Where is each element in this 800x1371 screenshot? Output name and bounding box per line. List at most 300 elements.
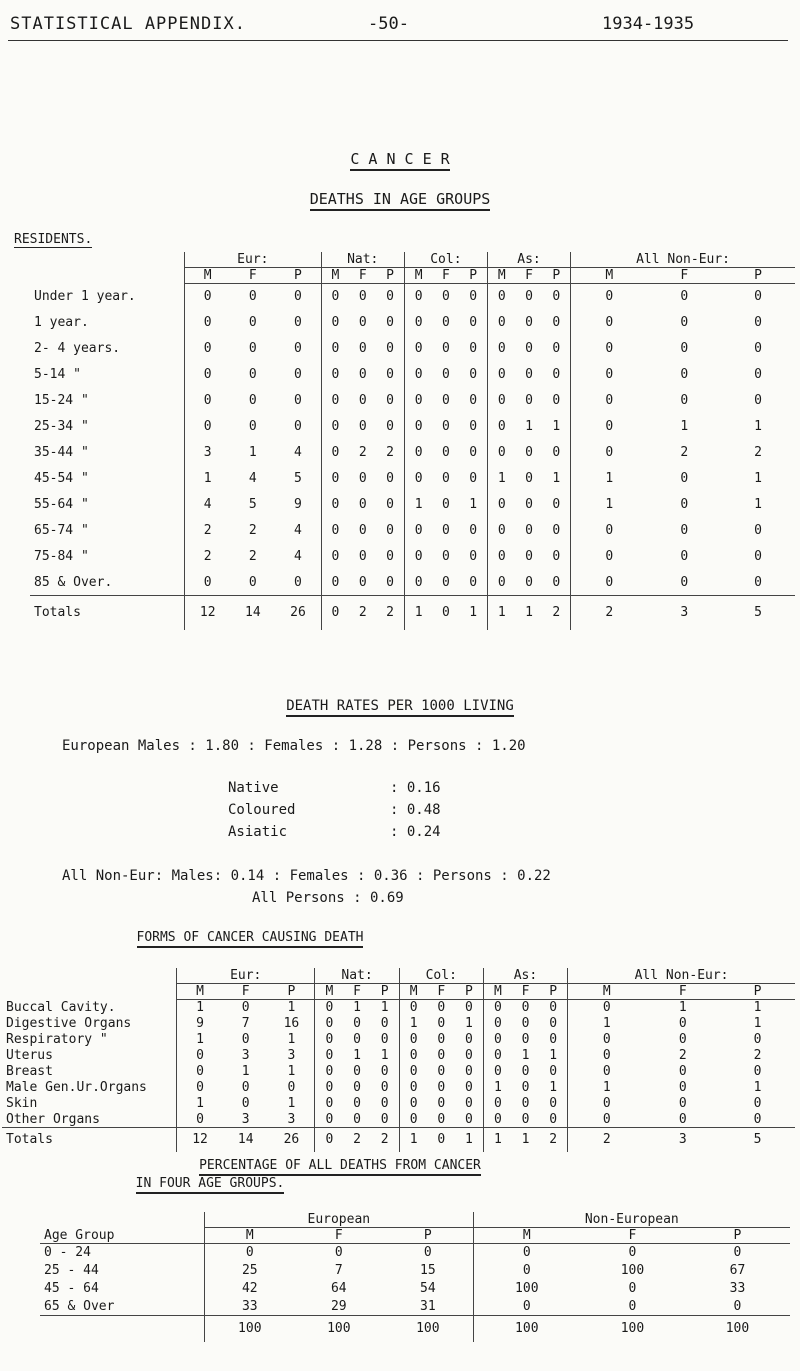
table-cell: 0	[399, 1000, 427, 1016]
total-cell: 14	[230, 596, 275, 630]
table-cell: 1	[287, 1032, 296, 1047]
death-rates-heading: DEATH RATES PER 1000 LIVING	[0, 698, 800, 714]
table-cell: 0	[386, 549, 394, 564]
percentage-heading: PERCENTAGE OF ALL DEATHS FROM CANCER	[0, 1158, 740, 1173]
sex-header: P	[721, 268, 795, 284]
table-cell: 0	[358, 341, 367, 356]
table-cell: 1	[552, 419, 561, 434]
table-cell: 0	[552, 497, 561, 512]
table-cell: 0	[473, 1262, 580, 1280]
table-cell: 0	[753, 1064, 762, 1079]
table-cell: 1	[525, 419, 533, 434]
table-cell: 0	[399, 1048, 427, 1064]
table-cell: 0	[386, 367, 394, 382]
table-cell: 25	[205, 1262, 295, 1280]
table-cell: 0	[358, 393, 367, 408]
table-cell: 0	[353, 1096, 361, 1111]
row-label: Other Organs	[6, 1111, 100, 1127]
table-row	[2, 1016, 795, 1032]
table-row	[2, 1000, 795, 1016]
table-cell: 0	[321, 336, 349, 362]
table-cell: 0	[386, 574, 394, 590]
table-cell: 0	[568, 1112, 646, 1128]
table-cell: 0	[521, 1111, 530, 1127]
table-cell: 0	[441, 367, 450, 382]
table-cell: 0	[568, 1064, 646, 1080]
table-cell: 0	[248, 574, 257, 590]
table-cell: 0	[568, 1032, 646, 1048]
table-cell: 0	[248, 393, 257, 408]
table-cell: 0	[380, 1016, 389, 1031]
table-cell: 0	[315, 1064, 343, 1080]
table-cell: 1	[754, 419, 762, 434]
table-cell: 0	[525, 574, 533, 590]
table-cell: 0	[294, 367, 302, 382]
total-cell: 12	[185, 596, 231, 630]
table-cell: 0	[353, 1080, 361, 1095]
table-cell: 0	[521, 1080, 530, 1095]
group-header: Nat:	[321, 252, 404, 268]
table-cell: 0	[628, 1281, 637, 1296]
table-row	[2, 1096, 795, 1112]
table-row	[30, 518, 795, 544]
table-cell: 2	[678, 1048, 687, 1063]
page-number: -50-	[368, 14, 409, 34]
blank-corner	[2, 968, 177, 984]
table-cell: 0	[464, 1048, 473, 1063]
row-label: 2- 4 years.	[34, 341, 121, 356]
table-cell: 0	[185, 310, 231, 336]
table-cell: 0	[248, 367, 257, 382]
sex-header: P	[459, 268, 487, 284]
table-cell: 0	[753, 1096, 762, 1111]
table-cell: 0	[358, 471, 367, 486]
cancer-title: C A N C E R	[0, 150, 800, 168]
table-cell: 0	[358, 315, 367, 330]
row-label: 45-54 "	[34, 471, 89, 486]
table-cell: 0	[521, 1032, 530, 1047]
table-cell: 1	[380, 1048, 389, 1063]
table-row	[30, 570, 795, 596]
table-cell: 0	[248, 341, 257, 356]
native-rate-value: : 0.16	[390, 780, 441, 796]
total-cell: 2	[571, 596, 648, 630]
table-cell: 0	[754, 523, 762, 538]
table-cell: 1	[753, 1080, 762, 1095]
table-cell: 0	[487, 362, 515, 388]
total-cell: 1	[516, 596, 543, 630]
table-cell: 4	[185, 492, 231, 518]
table-cell: 0	[754, 315, 762, 330]
non-european-rates: All Non-Eur: Males: 0.14 : Females : 0.36 : Persons : 0.22	[62, 868, 551, 884]
table-cell: 0	[571, 310, 648, 336]
total-cell: 1	[455, 1128, 483, 1152]
table-cell: 2	[185, 544, 231, 570]
table-row	[30, 544, 795, 570]
table-cell: 0	[399, 1064, 427, 1080]
blank-corner	[40, 1212, 205, 1228]
table-cell: 0	[678, 1111, 687, 1127]
group-header: As:	[487, 252, 570, 268]
table-cell: 0	[487, 310, 515, 336]
table-cell: 0	[483, 1112, 511, 1128]
table-cell: 2	[386, 445, 394, 460]
table-cell: 0	[628, 1298, 637, 1314]
total-label: Totals	[2, 1128, 177, 1152]
table-cell: 0	[437, 1064, 446, 1079]
total-cell: 2	[543, 596, 571, 630]
table-cell: 0	[380, 1064, 389, 1079]
table-cell: 0	[404, 284, 432, 310]
table-cell: 0	[571, 336, 648, 362]
table-cell: 0	[241, 1032, 250, 1047]
table-cell: 54	[420, 1281, 436, 1296]
table-cell: 100	[620, 1263, 645, 1278]
blank-corner	[30, 268, 185, 284]
table-cell: 0	[185, 570, 231, 596]
row-label: 85 & Over.	[34, 574, 113, 590]
table-cell: 3	[287, 1111, 296, 1127]
table-cell: 0	[404, 388, 432, 414]
table-cell: 1	[753, 1016, 762, 1031]
forms-heading: FORMS OF CANCER CAUSING DEATH	[0, 930, 650, 945]
total-cell: 100	[473, 1316, 580, 1342]
table-cell: 0	[321, 544, 349, 570]
asiatic-rate-value: : 0.24	[390, 824, 441, 840]
sex-header-row	[40, 1228, 790, 1244]
age-groups-title: DEATHS IN AGE GROUPS	[0, 190, 800, 208]
table-cell: 1	[678, 1000, 687, 1016]
table-cell: 0	[487, 336, 515, 362]
table-cell: 15	[420, 1263, 436, 1278]
table-cell: 1	[487, 466, 515, 492]
table-cell: 0	[185, 362, 231, 388]
table-cell: 0	[549, 1032, 558, 1047]
table-cell: 0	[404, 362, 432, 388]
table-cell: 0	[386, 341, 394, 356]
table-cell: 0	[386, 471, 394, 486]
table-row	[30, 492, 795, 518]
table-cell: 0	[248, 419, 257, 434]
total-cell: 3	[645, 1128, 720, 1152]
table-cell: 0	[380, 1096, 389, 1111]
table-cell: 0	[521, 1064, 530, 1079]
table-cell: 0	[315, 1000, 343, 1016]
total-cell: 2	[343, 1128, 370, 1152]
table-cell: 0	[437, 1032, 446, 1047]
sex-header: P	[275, 268, 321, 284]
table-cell: 1	[404, 492, 432, 518]
table-cell: 1	[248, 445, 257, 460]
total-cell: 12	[177, 1128, 224, 1152]
table-cell: 1	[353, 1048, 361, 1063]
table-cell: 0	[678, 1096, 687, 1111]
percentage-table	[40, 1212, 790, 1342]
table-cell: 0	[358, 497, 367, 512]
table-cell: 0	[469, 289, 478, 305]
sex-header: F	[343, 984, 370, 1000]
total-cell: 0	[321, 596, 349, 630]
table-row	[30, 414, 795, 440]
table-cell: 0	[754, 367, 762, 382]
table-cell: 4	[294, 523, 302, 538]
table-cell: 0	[469, 315, 478, 330]
table-row	[40, 1262, 790, 1280]
table-cell: 0	[549, 1096, 558, 1111]
table-cell: 0	[571, 518, 648, 544]
sex-header: M	[568, 984, 646, 1000]
table-cell: 7	[334, 1263, 343, 1278]
table-cell: 0	[754, 341, 762, 356]
table-cell: 0	[568, 1096, 646, 1112]
sex-header: P	[376, 268, 404, 284]
table-cell: 33	[205, 1298, 295, 1316]
table-cell: 0	[321, 284, 349, 310]
table-cell: 0	[386, 497, 394, 512]
table-cell: 0	[552, 574, 561, 590]
total-cell: 100	[580, 1316, 685, 1342]
table-cell: 0	[483, 1000, 511, 1016]
table-cell: 0	[441, 523, 450, 538]
table-cell: 1	[353, 1000, 361, 1016]
table-cell: 0	[358, 549, 367, 564]
table-cell: 0	[380, 1032, 389, 1047]
table-cell: 0	[441, 393, 450, 408]
sex-header: P	[543, 268, 571, 284]
table-cell: 0	[568, 1000, 646, 1016]
table-cell: 0	[380, 1111, 389, 1127]
table-row	[40, 1298, 790, 1316]
table-cell: 0	[315, 1016, 343, 1032]
group-header: European	[205, 1212, 474, 1228]
total-cell: 100	[685, 1316, 790, 1342]
table-cell: 0	[399, 1032, 427, 1048]
table-cell: 0	[571, 284, 648, 310]
table-cell: 0	[185, 388, 231, 414]
table-cell: 31	[420, 1298, 436, 1314]
table-cell: 0	[754, 289, 762, 305]
total-cell: 1	[404, 596, 432, 630]
sex-header: P	[720, 984, 795, 1000]
blank-corner	[30, 252, 185, 268]
sex-header-row	[30, 268, 795, 284]
table-cell: 0	[294, 315, 302, 330]
table-cell: 1	[568, 1016, 646, 1032]
table-cell: 0	[386, 523, 394, 538]
table-cell: 0	[287, 1080, 296, 1095]
table-cell: 7	[241, 1016, 250, 1031]
sex-header: M	[177, 984, 224, 1000]
all-persons-rate: All Persons : 0.69	[252, 890, 404, 906]
table-cell: 1	[483, 1080, 511, 1096]
table-cell: 0	[358, 574, 367, 590]
table-cell: 1	[464, 1016, 473, 1031]
table-cell: 0	[248, 289, 257, 305]
table-cell: 0	[353, 1064, 361, 1079]
row-label: 1 year.	[34, 315, 89, 330]
table-cell: 0	[441, 497, 450, 512]
table-cell: 0	[321, 570, 349, 596]
total-row	[2, 1128, 795, 1152]
sex-header: M	[483, 984, 511, 1000]
table-cell: 0	[571, 362, 648, 388]
table-cell: 0	[525, 549, 533, 564]
row-label: 15-24 "	[34, 393, 89, 408]
table-cell: 0	[483, 1048, 511, 1064]
table-cell: 0	[733, 1298, 742, 1314]
table-cell: 0	[521, 1016, 530, 1031]
table-cell: 0	[473, 1298, 580, 1316]
table-cell: 0	[469, 574, 478, 590]
table-cell: 0	[437, 1111, 446, 1127]
table-cell: 0	[678, 1016, 687, 1031]
table-cell: 0	[399, 1096, 427, 1112]
table-cell: 0	[753, 1111, 762, 1127]
group-header: Eur:	[177, 968, 315, 984]
table-cell: 0	[678, 1064, 687, 1079]
table-cell: 0	[571, 414, 648, 440]
table-cell: 0	[441, 341, 450, 356]
table-cell: 0	[469, 523, 478, 538]
table-cell: 0	[525, 289, 533, 305]
sex-header: F	[295, 1228, 383, 1244]
table-cell: 0	[521, 1000, 530, 1016]
table-cell: 0	[680, 523, 689, 538]
table-cell: 0	[571, 544, 648, 570]
table-cell: 29	[330, 1298, 347, 1314]
sex-header: P	[371, 984, 399, 1000]
table-cell: 0	[177, 1064, 224, 1080]
table-cell: 0	[521, 1096, 530, 1111]
table-cell: 0	[525, 471, 533, 486]
table-cell: 0	[571, 440, 648, 466]
table-cell: 0	[404, 544, 432, 570]
table-cell: 0	[464, 1000, 473, 1016]
table-cell: 16	[283, 1016, 300, 1031]
page-header	[0, 14, 800, 66]
table-cell: 0	[441, 549, 450, 564]
table-cell: 0	[552, 393, 561, 408]
table-cell: 0	[487, 570, 515, 596]
table-cell: 0	[321, 388, 349, 414]
table-row	[40, 1244, 790, 1262]
table-cell: 1	[680, 419, 689, 434]
table-cell: 1	[754, 497, 762, 512]
row-label: Buccal Cavity.	[6, 1000, 116, 1015]
table-cell: 0	[483, 1096, 511, 1112]
total-cell: 100	[295, 1316, 383, 1342]
table-cell: 9	[294, 497, 302, 512]
table-cell: 0	[321, 518, 349, 544]
table-cell: 0	[321, 492, 349, 518]
table-row	[40, 1280, 790, 1298]
table-cell: 2	[680, 445, 689, 460]
table-cell: 0	[315, 1048, 343, 1064]
table-cell: 0	[525, 315, 533, 330]
table-cell: 3	[287, 1048, 296, 1063]
table-cell: 0	[469, 419, 478, 434]
table-cell: 0	[177, 1080, 224, 1096]
table-cell: 1	[521, 1048, 530, 1063]
table-cell: 0	[680, 549, 689, 564]
table-cell: 0	[525, 445, 533, 460]
table-cell: 9	[177, 1016, 224, 1032]
table-row	[2, 1064, 795, 1080]
sex-header: M	[315, 984, 343, 1000]
table-cell: 0	[552, 341, 561, 356]
row-label: Skin	[6, 1096, 38, 1111]
table-cell: 0	[441, 471, 450, 486]
table-cell: 1	[552, 471, 561, 486]
total-cell: 2	[371, 1128, 399, 1152]
table-cell: 0	[549, 1016, 558, 1031]
table-cell: 100	[473, 1280, 580, 1298]
table-cell: 0	[487, 284, 515, 310]
table-row	[2, 1048, 795, 1064]
row-label: Digestive Organs	[6, 1016, 132, 1031]
table-cell: 0	[404, 570, 432, 596]
table-cell: 1	[571, 466, 648, 492]
group-header-row	[30, 252, 795, 268]
table-cell: 0	[315, 1032, 343, 1048]
table-cell: 0	[423, 1245, 432, 1261]
sex-header: F	[512, 984, 539, 1000]
total-cell: 1	[512, 1128, 539, 1152]
table-cell: 0	[680, 393, 689, 408]
table-cell: 0	[404, 440, 432, 466]
row-label: 5-14 "	[34, 367, 81, 382]
row-label: 35-44 "	[34, 445, 89, 460]
table-cell: 2	[754, 445, 762, 460]
table-cell: 0	[185, 414, 231, 440]
table-cell: 1	[754, 471, 762, 486]
table-cell: 1	[287, 1000, 296, 1016]
table-cell: 3	[241, 1048, 250, 1063]
sex-header: F	[432, 268, 459, 284]
table-cell: 2	[248, 549, 257, 564]
table-cell: 0	[487, 544, 515, 570]
table-cell: 0	[321, 466, 349, 492]
table-cell: 0	[525, 341, 533, 356]
total-cell: 2	[539, 1128, 567, 1152]
total-cell: 1	[459, 596, 487, 630]
total-cell: 3	[647, 596, 721, 630]
group-header-row	[40, 1212, 790, 1228]
table-cell: 2	[248, 523, 257, 538]
table-cell: 0	[241, 1000, 250, 1016]
age-group-label: Age Group	[40, 1228, 205, 1244]
sex-header: P	[383, 1228, 473, 1244]
table-row	[2, 1080, 795, 1096]
sex-header: M	[205, 1228, 295, 1244]
table-cell: 67	[729, 1263, 746, 1278]
table-cell: 0	[315, 1096, 343, 1112]
table-cell: 0	[464, 1080, 473, 1095]
table-cell: 0	[469, 341, 478, 356]
table-cell: 0	[483, 1016, 511, 1032]
group-header: Eur:	[185, 252, 322, 268]
residents-label: RESIDENTS.	[14, 232, 93, 247]
table-cell: 1	[380, 1000, 389, 1016]
table-cell: 0	[753, 1032, 762, 1047]
table-cell: 3	[241, 1111, 250, 1127]
row-label: Male Gen.Ur.Organs	[6, 1080, 147, 1095]
table-cell: 0	[568, 1048, 646, 1064]
table-cell: 33	[729, 1281, 746, 1296]
sex-header: F	[428, 984, 455, 1000]
appendix-title: STATISTICAL APPENDIX.	[10, 14, 246, 34]
sex-header: F	[516, 268, 543, 284]
